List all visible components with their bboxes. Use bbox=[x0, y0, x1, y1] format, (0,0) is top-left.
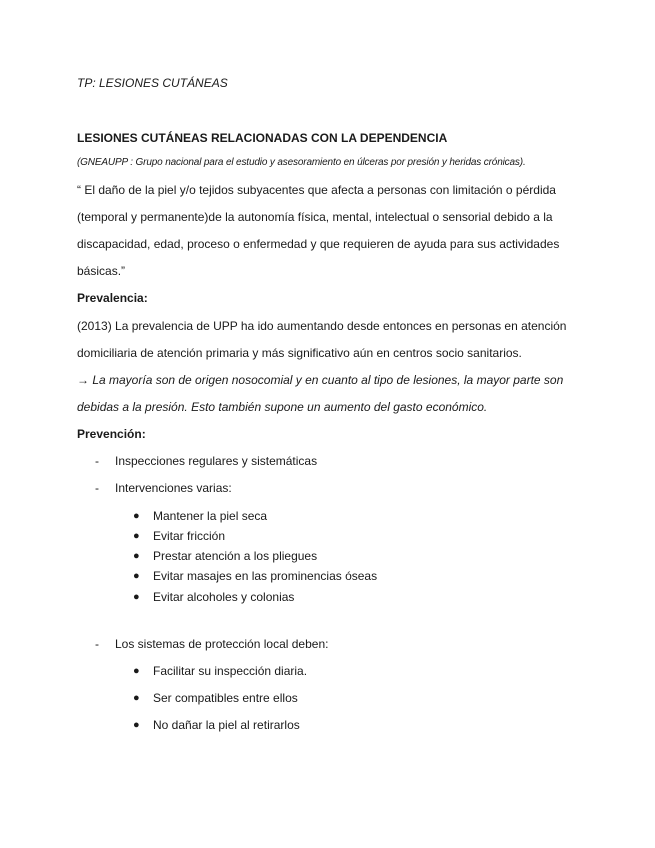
origen-line-1: → La mayoría son de origen nosocomial y en cuanto al tipo de lesiones, la mayor parte son bbox=[77, 373, 564, 387]
bullet-icon: ● bbox=[133, 692, 140, 704]
bullet-icon: ● bbox=[133, 530, 140, 542]
bullet-icon: ● bbox=[133, 591, 140, 603]
list-item: Intervenciones varias: bbox=[115, 481, 232, 495]
bullet-icon: ● bbox=[133, 570, 140, 582]
section-heading: LESIONES CUTÁNEAS RELACIONADAS CON LA DEPENDENCIA bbox=[77, 131, 448, 145]
dash-marker: - bbox=[95, 454, 99, 468]
bullet-icon: ● bbox=[133, 719, 140, 731]
list-item: Mantener la piel seca bbox=[153, 509, 268, 523]
origen-line-2: debidas a la presión. Esto también supone un aumento del gasto económico. bbox=[77, 400, 488, 414]
definition-line-1: “ El daño de la piel y/o tejidos subyacentes que afecta a personas con limitación o pérdida bbox=[77, 183, 556, 197]
prevencion-heading: Prevención: bbox=[77, 427, 146, 441]
list-item: Evitar fricción bbox=[153, 529, 226, 543]
prevalencia-line-1: (2013) La prevalencia de UPP ha ido aumentando desde entonces en personas en atención bbox=[77, 319, 567, 333]
bullet-icon: ● bbox=[133, 510, 140, 522]
bullet-icon: ● bbox=[133, 550, 140, 562]
dash-marker: - bbox=[95, 637, 99, 651]
list-item: Evitar alcoholes y colonias bbox=[153, 590, 295, 604]
list-item: Facilitar su inspección diaria. bbox=[153, 664, 308, 678]
prevalencia-heading: Prevalencia: bbox=[77, 291, 148, 305]
bullet-icon: ● bbox=[133, 665, 140, 677]
list-item: Ser compatibles entre ellos bbox=[153, 691, 298, 705]
list-item: Evitar masajes en las prominencias óseas bbox=[153, 569, 378, 583]
definition-line-4: básicas.” bbox=[77, 264, 126, 278]
list-item: No dañar la piel al retirarlos bbox=[153, 718, 300, 732]
definition-line-2: (temporal y permanente)de la autonomía física, mental, intelectual o sensorial debido a la bbox=[77, 210, 553, 224]
prevalencia-line-2: domiciliaria de atención primaria y más significativo aún en centros socio sanitarios. bbox=[77, 346, 522, 360]
list-item: Inspecciones regulares y sistemáticas bbox=[115, 454, 318, 468]
tp-title: TP: LESIONES CUTÁNEAS bbox=[77, 76, 228, 90]
definition-line-3: discapacidad, edad, proceso o enfermedad y que requieren de ayuda para sus actividades bbox=[77, 237, 560, 251]
source-citation: (GNEAUPP : Grupo nacional para el estudio y asesoramiento en úlceras por presión y heridas crónicas). bbox=[77, 157, 526, 168]
list-item: Los sistemas de protección local deben: bbox=[115, 637, 329, 651]
dash-marker: - bbox=[95, 481, 99, 495]
list-item: Prestar atención a los pliegues bbox=[153, 549, 318, 563]
